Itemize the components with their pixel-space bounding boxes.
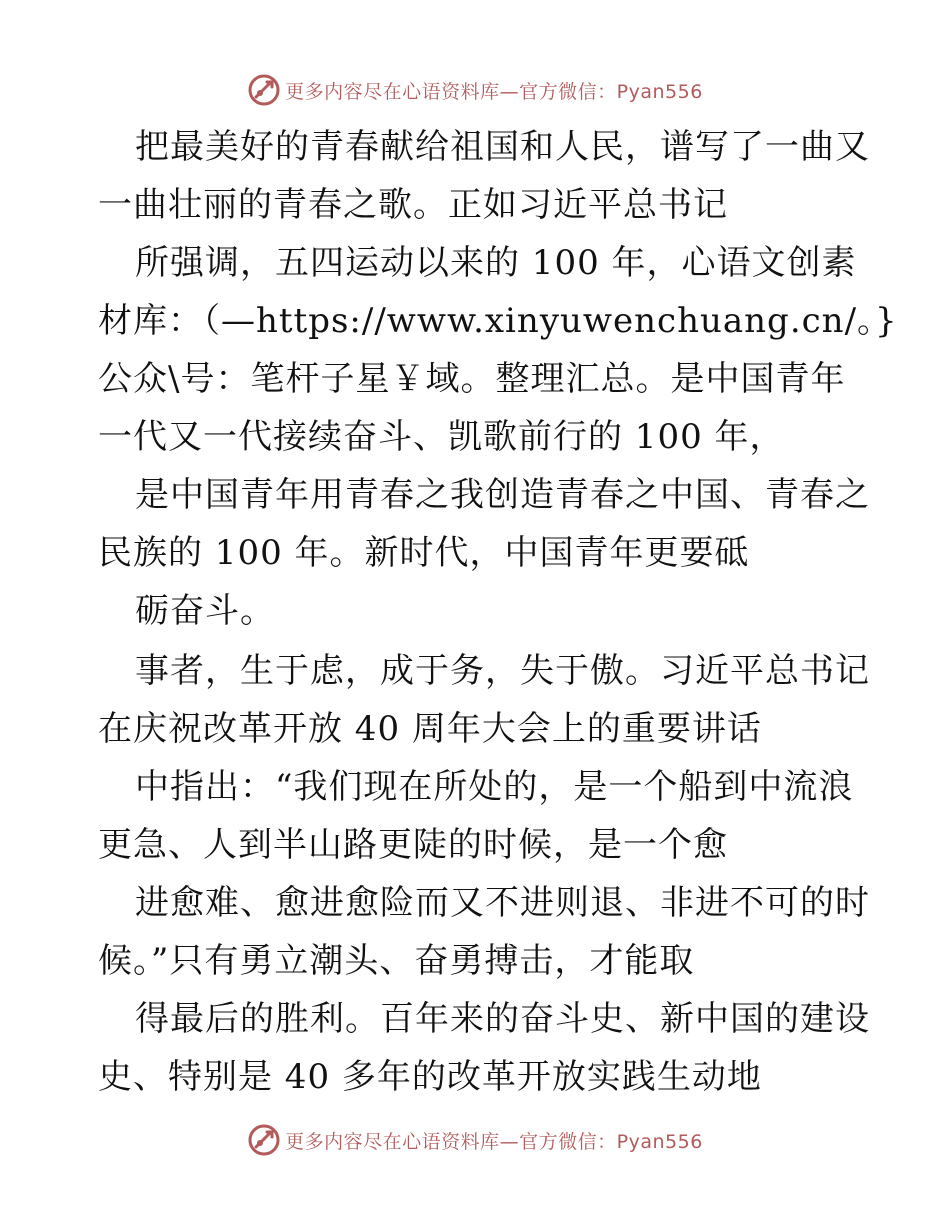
text-line: 候。”只有勇立潮头、奋勇搏击，才能取: [98, 941, 695, 981]
text-line: 事者，生于虑，成于务，失于傲。习近平总书记: [135, 651, 870, 691]
text-line: 公众\号：笔杆子星￥域。整理汇总。是中国青年: [98, 359, 846, 399]
text-line: 砺奋斗。: [135, 591, 275, 631]
text-line: 一代又一代接续奋斗、凯歌前行的 100 年，: [98, 417, 785, 457]
footer-watermark: [0, 1120, 950, 1160]
text-line: 在庆祝改革开放 40 周年大会上的重要讲话: [98, 709, 762, 749]
text-line: 更急、人到半山路更陡的时候，是一个愈: [98, 825, 728, 865]
text-line: 进愈难、愈进愈险而又不进则退、非进不可的时: [135, 883, 870, 923]
text-line: 中指出：“我们现在所处的，是一个船到中流浪: [135, 767, 854, 807]
watermark-text: 更多内容尽在心语资料库—官方微信：Pyan556: [285, 1130, 703, 1153]
text-line: 所强调，五四运动以来的 100 年，心语文创素: [135, 243, 857, 283]
text-line: 得最后的胜利。百年来的奋斗史、新中国的建设: [135, 999, 870, 1039]
text-line: 民族的 100 年。新时代，中国青年更要砥: [98, 533, 750, 573]
text-line: 史、特别是 40 多年的改革开放实践生动地: [98, 1057, 762, 1097]
text-line: 材库：（—https://www.xinyuwenchuang.cn/。}: [98, 301, 898, 341]
text-line: 一曲壮丽的青春之歌。正如习近平总书记: [98, 185, 728, 225]
text-line: 把最美好的青春献给祖国和人民，谱写了一曲又: [135, 127, 870, 167]
logo-icon: [247, 1123, 281, 1157]
text-line: 是中国青年用青春之我创造青春之中国、青春之: [135, 475, 870, 515]
logo-icon: [247, 73, 281, 107]
header-watermark: [0, 70, 950, 110]
watermark-text: 更多内容尽在心语资料库—官方微信：Pyan556: [285, 80, 703, 103]
